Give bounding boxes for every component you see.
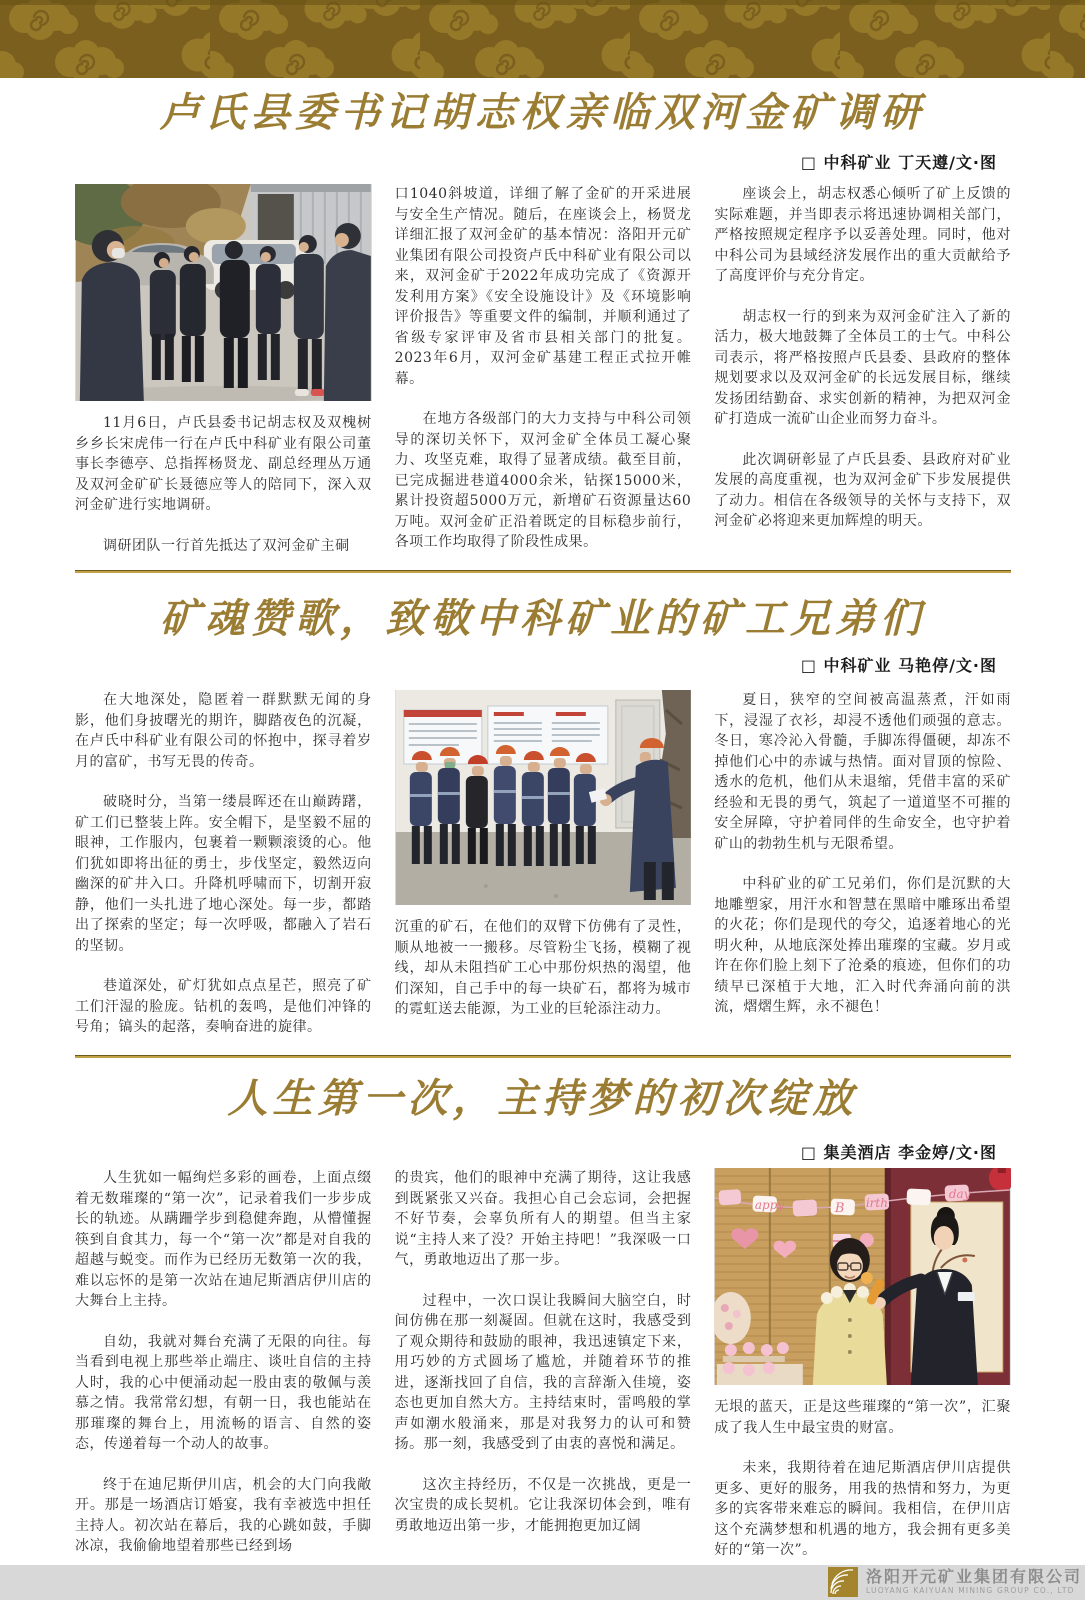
company-logo-icon	[828, 1567, 858, 1597]
article-2-col-3	[714, 690, 1011, 1038]
article-2-col-2-text	[395, 917, 692, 1020]
paragraph: 破晓时分，当第一缕晨晖还在山巅踌躇，矿工们已整装上阵。安全帽下，是坚毅不屈的眼神，工作服内，包裹着一颗颗滚烫的心。他们犹如即将出征的勇士，步伐坚定，毅然迈向幽深的矿井入口。升降机呼啸而下，切割开寂静，他们一头扎进了地心深处。每一步，都踏出了探索的坚定；每一次呼吸，都融入了岩石的坚韧。	[75, 794, 372, 954]
article-1-col-1	[75, 184, 372, 556]
article-1-photo-site-visit	[75, 184, 372, 401]
paragraph: 过程中，一次口误让我瞬间大脑空白，时间仿佛在那一刻凝固。但就在这时，我感受到了观众期待和鼓励的眼神，我迅速镇定下来，用巧妙的方式圆场了尴尬，并随着环节的推进，逐渐找回了自信，我的言辞渐入佳境，姿态也更加自然大方。主持结束时，雷鸣般的掌声如潮水般涌来，那是对我努力的认可和赞扬。那一刻，我感受到了由衷的喜悦和满足。	[394, 1292, 692, 1452]
banner-text-fragment: day	[949, 1187, 971, 1201]
article-1-title: 卢氏县委书记胡志权亲临双河金矿调研	[160, 89, 925, 136]
paragraph: 此次调研彰显了卢氏县委、县政府对矿业发展的高度重视，也为双河金矿下步发展提供了动力。相信在各级领导的关怀与支持下，双河金矿必将迎来更加辉煌的明天。	[714, 451, 1011, 529]
banner-text-fragment: B	[835, 1201, 845, 1216]
article-2-col-1-text	[75, 690, 372, 1038]
article-3-col-2-text	[395, 1168, 692, 1536]
paragraph: 座谈会上，胡志权悉心倾听了矿上反馈的实际难题，并当即表示将迅速协调相关部门，严格按照规定程序予以妥善处理。同时，他对中科公司为县域经济发展作出的重大贡献给予了高度评价与充分肯定。	[714, 186, 1011, 284]
article-1-col-1-text	[75, 413, 372, 556]
paragraph: 无垠的蓝天，正是这些璀璨的“第一次”，汇聚成了我人生中最宝贵的财富。	[714, 1399, 1011, 1436]
company-name-en: LUOYANG KAIYUAN MINING GROUP CO., LTD	[866, 1586, 1075, 1595]
article-1-columns	[75, 184, 1011, 556]
article-2-byline: □ 中科矿业 马艳停/文·图	[800, 656, 997, 675]
article-3-col-1	[75, 1168, 372, 1561]
paragraph: 沉重的矿石，在他们的双臂下仿佛有了灵性，顺从地被一一搬移。尽管粉尘飞扬，模糊了视线，却从未阻挡矿工心中那份炽热的渴望，他们深知，自己手中的每一块矿石，都将为城市的霓虹送去能源，为工业的巨轮添注动力。	[394, 919, 692, 1017]
article-3-col-1-text	[75, 1168, 372, 1557]
article-2-columns	[75, 690, 1011, 1038]
article-3-columns	[75, 1168, 1011, 1561]
section-divider-1	[75, 570, 1011, 573]
article-1-byline: □ 中科矿业 丁天遵/文·图	[800, 153, 997, 172]
article-3-byline: □ 集美酒店 李金婷/文·图	[800, 1143, 997, 1162]
paragraph: 中科矿业的矿工兄弟们，你们是沉默的大地雕塑家，用汗水和智慧在黑暗中雕琢出希望的火花；你们是现代的夸父，追逐着地心的光明火种，从地底深处捧出璀璨的宝藏。岁月或许在你们脸上刻下了沧桑的痕迹，但你们的功绩早已深植于大地，汇入时代奔涌向前的洪流，熠熠生辉，永不褪色！	[714, 876, 1011, 1015]
paragraph: 巷道深处，矿灯犹如点点星芒，照亮了矿工们汗湿的脸庞。钻机的轰鸣，是他们冲锋的号角；镐头的起落，奏响奋进的旋律。	[75, 978, 372, 1035]
paragraph: 11月6日，卢氏县委书记胡志权及双槐树乡乡长宋虎伟一行在卢氏中科矿业有限公司董事长李德亭、总指挥杨贤龙、副总经理丛万通及双河金矿矿长聂德应等人的陪同下，深入双河金矿进行实地调研。	[75, 415, 372, 513]
article-3-col-3-text	[714, 1397, 1011, 1561]
article-2-col-3-text	[714, 690, 1011, 1018]
decorative-cloud-band	[0, 0, 1085, 78]
paragraph: 未来，我期待着在迪尼斯酒店伊川店提供更多、更好的服务，用我的热情和努力，为更多的宾客带来难忘的瞬间。我相信，在伊川店这个充满梦想和机遇的地方，我会拥有更多美好的“第一次”。	[714, 1460, 1011, 1558]
paragraph: 终于在迪尼斯伊川店，机会的大门向我敞开。那是一场酒店订婚宴，我有幸被选中担任主持人。初次站在幕后，我的心跳如鼓，手脚冰凉，我偷偷地望着那些已经到场	[75, 1476, 372, 1554]
cloud-pattern-art	[0, 0, 1085, 78]
article-3-col-2	[395, 1168, 692, 1561]
article-2-col-1	[75, 690, 372, 1038]
paragraph: 在大地深处，隐匿着一群默默无闻的身影，他们身披曙光的期许，脚踏夜色的沉凝，在卢氏中科矿业有限公司的怀抱中，探寻着岁月的富矿，书写无畏的传奇。	[75, 692, 372, 770]
article-2-col-2	[395, 690, 692, 1038]
article-2-photo-miners	[395, 690, 692, 905]
company-logo-block	[828, 1567, 1082, 1597]
article-3-photo-hosting	[714, 1168, 1011, 1385]
section-divider-2	[75, 1055, 1011, 1058]
article-1-col-2	[395, 184, 692, 556]
paragraph: 这次主持经历，不仅是一次挑战，更是一次宝贵的成长契机。它让我深切体会到，唯有勇敢地迈出第一步，才能拥抱更加辽阔	[394, 1476, 692, 1534]
paragraph: 口1040斜坡道，详细了解了金矿的开采进展与安全生产情况。随后，在座谈会上，杨贤龙详细汇报了双河金矿的基本情况：洛阳开元矿业集团有限公司投资卢氏中科矿业有限公司以来，双河金矿于2022年成功完成了《资源开发利用方案》《安全设施设计》及《环境影响评价报告》等重要文件的编制，并顺利通过了省级专家评审及省市县相关部门的批复。2023年6月，双河金矿基建工程正式拉开帷幕。	[394, 186, 692, 387]
article-2-title: 矿魂赞歌，致敬中科矿业的矿工兄弟们	[160, 595, 925, 642]
banner-text-fragment: appy	[755, 1198, 785, 1212]
paragraph: 人生犹如一幅绚烂多彩的画卷，上面点缀着无数璀璨的“第一次”，记录着我们一步步成长的轨迹。从蹒跚学步到稳健奔跑，从懵懂握筷到自食其力，每一个“第一次”都是对自我的超越与蜕变。而作为已经历无数第一次的我，难以忘怀的是第一次站在迪尼斯酒店伊川店的大舞台上主持。	[75, 1170, 372, 1309]
article-3-col-3	[714, 1168, 1011, 1561]
company-name-cn: 洛阳开元矿业集团有限公司	[866, 1567, 1083, 1586]
article-1-col-2-text	[395, 184, 692, 553]
paragraph: 调研团队一行首先抵达了双河金矿主硐	[103, 537, 350, 554]
paragraph: 的贵宾，他们的眼神中充满了期待，这让我感到既紧张又兴奋。我担心自己会忘词，会把握不好节奏，会辜负所有人的期望。但当主家说“主持人来了没？开始主持吧！”我深吸一口气，勇敢地迈出了那一步。	[394, 1170, 692, 1268]
paragraph: 胡志权一行的到来为双河金矿注入了新的活力，极大地鼓舞了全体员工的士气。中科公司表示，将严格按照卢氏县委、县政府的整体规划要求以及双河金矿的长远发展目标，继续发扬团结勤奋、求实创新的精神，为把双河金矿打造成一流矿山企业而努力奋斗。	[714, 308, 1011, 427]
paragraph: 自幼，我就对舞台充满了无限的向往。每当看到电视上那些举止端庄、谈吐自信的主持人时，我的心中便涌动起一股由衷的敬佩与羡慕之情。我常常幻想，有朝一日，我也能站在那璀璨的舞台上，用流畅的语言、自然的姿态，传递着每一个动人的故事。	[75, 1333, 372, 1452]
article-1-col-3	[714, 184, 1011, 556]
banner-text-fragment: irth	[866, 1196, 889, 1210]
article-1-col-3-text	[714, 184, 1011, 532]
paragraph: 夏日，狭窄的空间被高温蒸煮，汗如雨下，浸湿了衣衫，却浸不透他们顽强的意志。冬日，寒冷沁入骨髓，手脚冻得僵硬，却冻不掉他们心中的赤诚与热情。面对冒顶的惊险、透水的危机，他们从未退缩，凭借丰富的采矿经验和无畏的勇气，筑起了一道道坚不可摧的安全屏障，守护着同伴的生命安全，也守护着矿山的勃勃生机与无限希望。	[714, 692, 1011, 852]
paragraph: 在地方各级部门的大力支持与中科公司领导的深切关怀下，双河金矿全体员工凝心聚力、攻坚克难，取得了显著成绩。截至目前，已完成掘进巷道4000余米，钻探15000米，累计投资超5000万元，新增矿石资源量达60万吨。双河金矿正沿着既定的目标稳步前行，各项工作均取得了阶段性成果。	[394, 411, 692, 550]
article-3-title: 人生第一次，主持梦的初次绽放	[227, 1075, 858, 1122]
company-names	[866, 1568, 1082, 1596]
page-footer	[0, 1565, 1085, 1600]
